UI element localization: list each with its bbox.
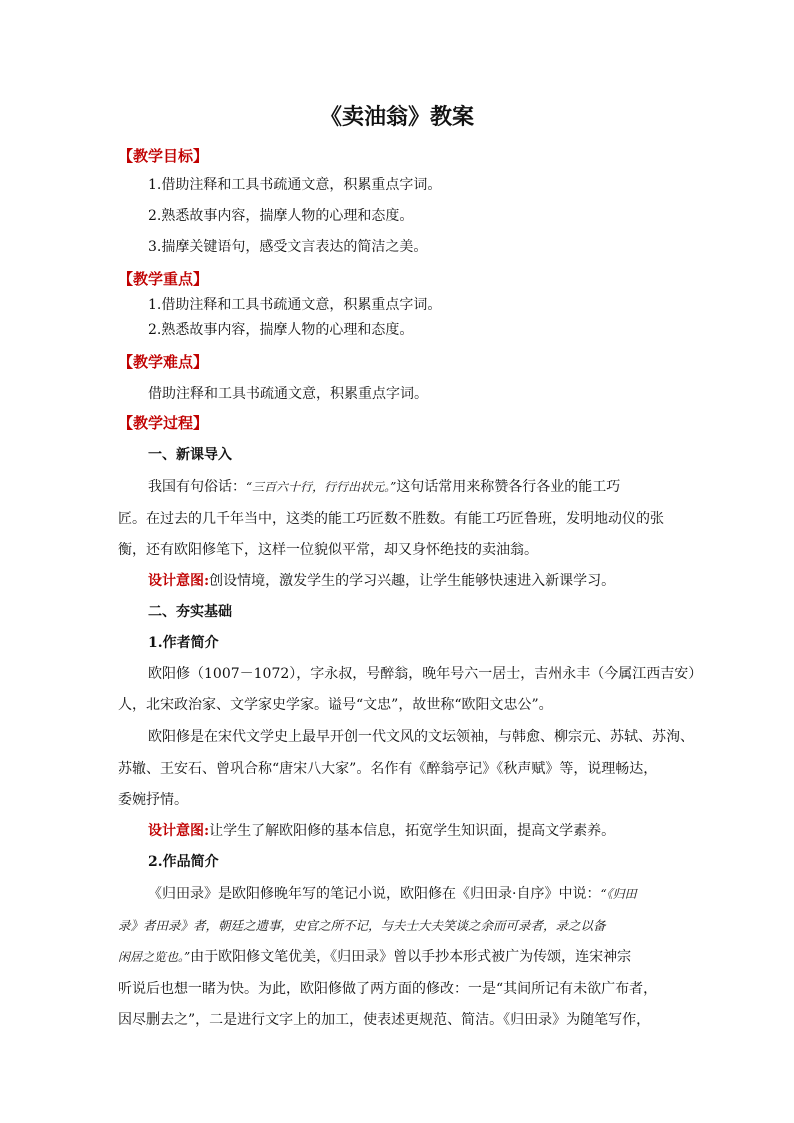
author-line-4: 苏辙、王安石、曾巩合称“唐宋八大家”。名作有《醉翁亭记》《秋声赋》等，说理畅达， [118,761,658,777]
part2-title: 二、夯实基础 [148,604,232,620]
author-line-5: 委婉抒情。 [118,792,188,808]
intro-text: 我国有句俗话： [148,479,246,495]
design-intent-text: 让学生了解欧阳修的基本信息，拓宽学生知识面，提高文学素养。 [209,823,616,839]
design-intent-label: 设计意图: [148,823,210,839]
section-heading-difficult: 【教学难点】 [118,353,209,371]
key-item: 2.熟悉故事内容，揣摩人物的心理和态度。 [148,322,414,338]
key-item: 1.借助注释和工具书疏通文意，积累重点字词。 [148,297,442,313]
intro-line-3: 衡，还有欧阳修笔下，这样一位貌似平常，却又身怀绝技的卖油翁。 [118,542,538,558]
intro-text: 这句话常用来称赞各行各业的能工巧 [396,479,621,495]
section-heading-process: 【教学过程】 [118,414,209,432]
sub1-title: 1.作者简介 [148,635,219,651]
section-heading-key: 【教学重点】 [118,270,209,288]
work-line-3 [118,947,631,967]
work-quote: “《归田 [600,887,637,901]
work-line-5: 因尽删去之”，二是进行文字上的加工，使表述更规范、简洁。《归田录》为随笔写作， [118,1012,651,1028]
work-line-4: 听说后也想一睹为快。为此，欧阳修做了两方面的修改：一是“其间所记有未欲广布者， [118,981,658,997]
difficult-item: 借助注释和工具书疏通文意，积累重点字词。 [148,386,428,402]
intro-line-2: 匠。在过去的几千年当中，这类的能工巧匠数不胜数。有能工巧匠鲁班，发明地动仪的张 [118,511,664,527]
page-title: 《卖油翁》教案 [319,104,474,130]
goal-item: 3.揣摩关键语句，感受文言表达的简洁之美。 [148,239,428,255]
author-line-1: 欧阳修（1007－1072），字永叔，号醉翁，晚年号六一居士，吉州永丰（今属江西吉安） [148,666,703,682]
work-line-1 [148,884,637,904]
work-text: 由于欧阳修文笔优美，《归田录》曾以手抄本形式被广为传颂，连宋神宗 [190,949,632,965]
author-line-3: 欧阳修是在宋代文学史上最早开创一代文风的文坛领袖，与韩愈、柳宗元、苏轼、苏洵、 [148,729,694,745]
goal-item: 2.熟悉故事内容，揣摩人物的心理和态度。 [148,208,414,224]
design-intent-text: 创设情境，激发学生的学习兴趣，让学生能够快速进入新课学习。 [209,573,616,589]
section-heading-goals: 【教学目标】 [118,147,209,165]
work-quote: 闲居之览也。” [118,950,191,964]
design-intent-2 [148,821,615,841]
intro-quote: “三百六十行，行行出状元。” [246,480,397,494]
author-line-2: 人，北宋政治家、文学家史学家。谥号“文忠”，故世称“欧阳文忠公”。 [118,697,553,713]
intro-line-1 [148,477,620,497]
design-intent-label: 设计意图: [148,573,210,589]
goal-item: 1.借助注释和工具书疏通文意，积累重点字词。 [148,177,442,193]
design-intent-1 [148,571,615,591]
work-text: 《归田录》是欧阳修晚年写的笔记小说，欧阳修在《归田录·自序》中说： [148,886,601,902]
work-line-2: 录》者田录》者，朝廷之遗事，史官之所不记，与夫士大夫笑谈之余而可录者，录之以备 [118,918,606,933]
sub2-title: 2.作品简介 [148,854,219,870]
part1-title: 一、新课导入 [148,447,232,463]
